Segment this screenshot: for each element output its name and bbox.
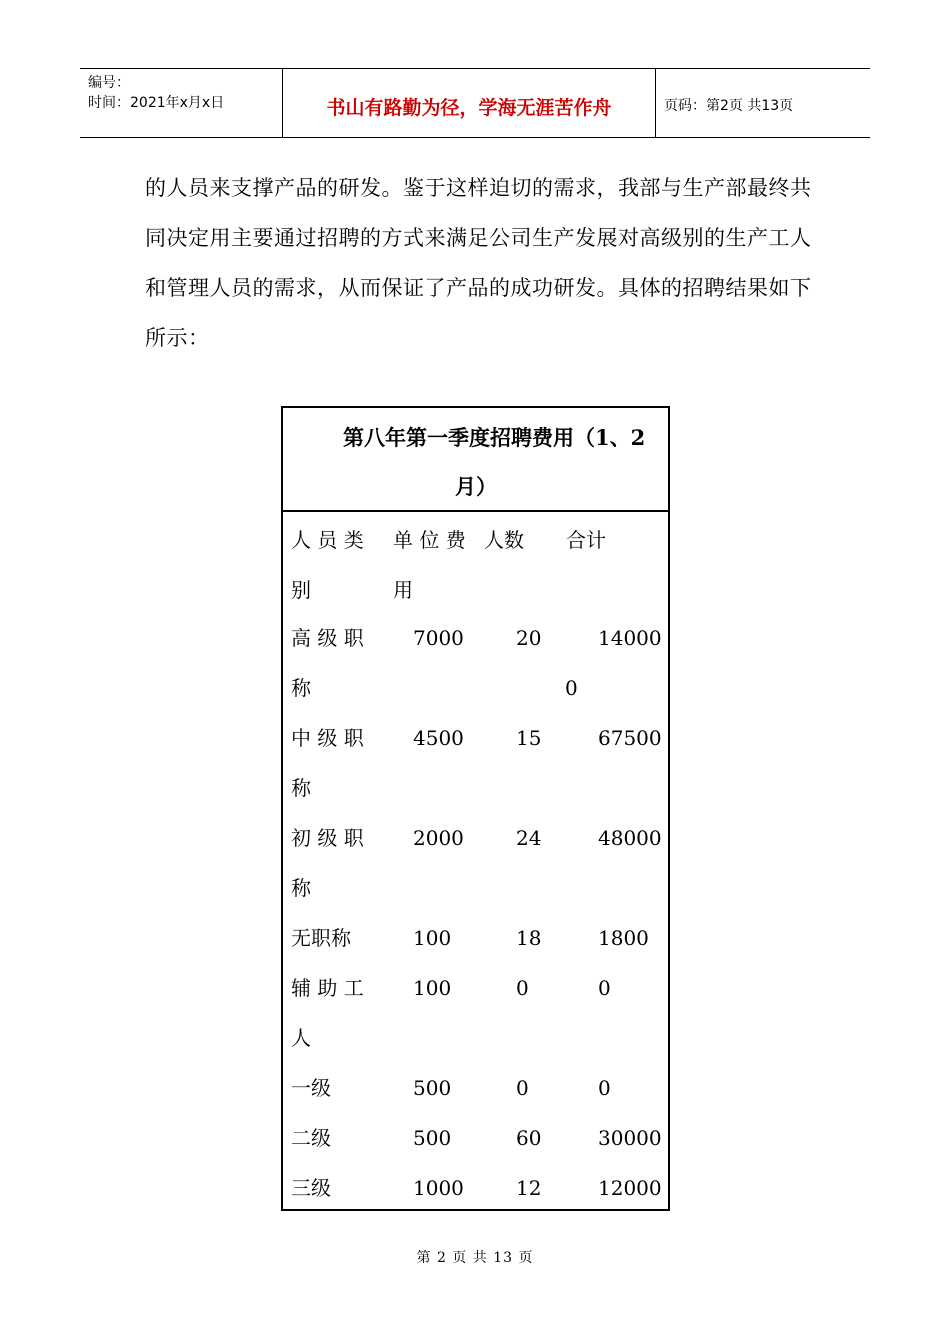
row-count: 18	[516, 926, 542, 950]
row-unit-cost: 100	[413, 976, 452, 1000]
row-unit-cost: 100	[413, 926, 452, 950]
header-meta	[80, 69, 282, 137]
row-unit-cost: 4500	[413, 726, 464, 750]
row-count: 12	[516, 1176, 542, 1200]
row-count: 0	[516, 1076, 529, 1100]
row-total: 0	[598, 976, 611, 1000]
header-unit-cost-a: 单 位 费	[393, 528, 466, 552]
row-count: 60	[516, 1126, 542, 1150]
header-unit-cost-b: 用	[393, 578, 413, 602]
row-unit-cost: 500	[413, 1126, 452, 1150]
recruitment-cost-table	[281, 406, 670, 1211]
row-category: 一级	[291, 1076, 331, 1100]
row-unit-cost: 2000	[413, 826, 464, 850]
row-total: 67500	[598, 726, 662, 750]
row-category-cont: 人	[291, 1026, 311, 1050]
row-total: 30000	[598, 1126, 662, 1150]
row-unit-cost: 1000	[413, 1176, 464, 1200]
row-total: 14000	[598, 626, 662, 650]
header-category-b: 别	[291, 578, 311, 602]
row-total-cont: 0	[565, 676, 578, 700]
row-category-cont: 称	[291, 776, 311, 800]
table-title-line2: 月）	[455, 474, 497, 499]
row-category: 无职称	[291, 926, 351, 950]
header-total: 合计	[566, 528, 606, 552]
header-motto: 书山有路勤为径，学海无涯苦作舟	[326, 97, 612, 119]
row-category-cont: 称	[291, 876, 311, 900]
row-category: 高 级 职	[291, 626, 364, 650]
row-category-cont: 称	[291, 676, 311, 700]
header-category-a: 人 员 类	[291, 528, 364, 552]
row-total: 48000	[598, 826, 662, 850]
row-count: 0	[516, 976, 529, 1000]
row-total: 1800	[598, 926, 649, 950]
row-category: 初 级 职	[291, 826, 364, 850]
row-category: 三级	[291, 1176, 331, 1200]
row-category: 辅 助 工	[291, 976, 364, 1000]
row-total: 12000	[598, 1176, 662, 1200]
table-title	[283, 408, 668, 512]
row-category: 二级	[291, 1126, 331, 1150]
serial-label: 编号：	[88, 75, 130, 91]
row-total: 0	[598, 1076, 611, 1100]
page-header	[80, 68, 870, 138]
row-unit-cost: 500	[413, 1076, 452, 1100]
row-count: 24	[516, 826, 542, 850]
row-category: 中 级 职	[291, 726, 364, 750]
row-count: 15	[516, 726, 542, 750]
header-page-info: 页码：第2页 共13页	[664, 98, 794, 114]
row-unit-cost: 7000	[413, 626, 464, 650]
header-motto-cell	[282, 69, 656, 137]
body-paragraph: 的人员来支撑产品的研发。鉴于这样迫切的需求，我部与生产部最终共同决定用主要通过招聘的方式来满足公司生产发展对高级别的生产工人和管理人员的需求，从而保证了产品的成功研发。具体的招聘结果如下所示：	[145, 176, 812, 350]
table-title-line1: 第八年第一季度招聘费用（1、2	[343, 425, 646, 450]
time-label: 时间：2021年x月x日	[88, 95, 225, 111]
row-count: 20	[516, 626, 542, 650]
page-footer: 第 2 页 共 13 页	[416, 1250, 534, 1266]
header-count: 人数	[484, 528, 524, 552]
header-page-cell	[655, 69, 870, 137]
